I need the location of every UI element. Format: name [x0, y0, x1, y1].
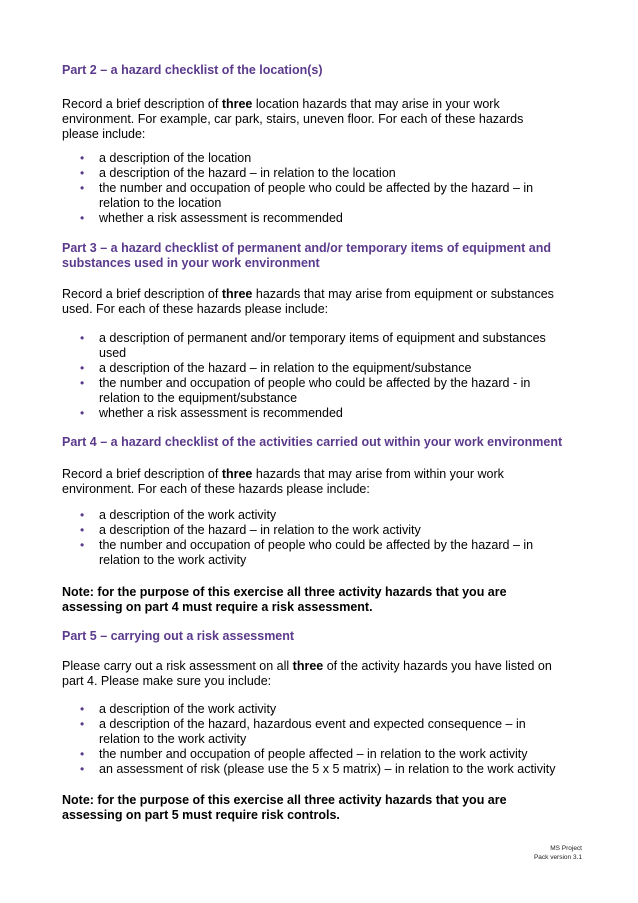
part2-section	[62, 63, 323, 78]
list-item: • the number and occupation of people who could be affected by the hazard – in relation to the work activity	[80, 538, 534, 567]
list-item: • a description of the hazard – in relation to the location	[80, 166, 396, 180]
part4-note: Note: for the purpose of this exercise all three activity hazards that you are assessing on part 4 must require a risk assessment.	[62, 585, 507, 614]
footer-version-label: Pack version 3.1	[533, 853, 582, 861]
bullet-icon: •	[80, 406, 85, 420]
page-footer	[534, 845, 582, 862]
part4-section	[62, 435, 592, 450]
part2-intro: Record a brief description of three location hazards that may arise in your work environment. For example, car park, stairs, uneven floor. For each of these hazards please include:	[62, 97, 524, 141]
bullet-icon: •	[80, 331, 85, 345]
list-item: • the number and occupation of people affected – in relation to the work activity	[80, 747, 528, 761]
list-item: • the number and occupation of people who could be affected by the hazard - in relation to the equipment/substance	[80, 376, 531, 405]
bullet-icon: •	[80, 523, 85, 537]
list-item: • the number and occupation of people who could be affected by the hazard – in relation to the location	[80, 181, 534, 210]
list-item: • a description of the hazard – in relation to the equipment/substance	[80, 361, 472, 375]
part3-heading-cont: substances used in your work environment	[62, 256, 320, 270]
bullet-icon: •	[80, 717, 85, 731]
bullet-icon: •	[80, 151, 85, 165]
list-item: • a description of the location	[80, 151, 252, 165]
part2-bullet-list	[62, 151, 582, 226]
part4-heading: Part 4 – a hazard checklist of the activities carried out within your work environment	[62, 435, 563, 449]
part5-intro: Please carry out a risk assessment on all three of the activity hazards you have listed on part 4. Please make sure you include:	[62, 659, 552, 688]
part4-bullet-list	[62, 508, 582, 568]
list-item: • a description of the work activity	[80, 508, 277, 522]
part5-note: Note: for the purpose of this exercise all three activity hazards that you are assessing on part 5 must require risk controls.	[62, 793, 507, 822]
list-item: • a description of the work activity	[80, 702, 277, 716]
part2-heading: Part 2 – a hazard checklist of the location(s)	[62, 63, 323, 77]
list-item: • a description of the hazard, hazardous event and expected consequence – in relation to the work activity	[80, 717, 526, 746]
part3-heading: Part 3 – a hazard checklist of permanent and/or temporary items of equipment and	[62, 241, 552, 255]
part3-section	[62, 241, 582, 271]
list-item: • a description of the hazard – in relation to the work activity	[80, 523, 421, 537]
footer-project-label: MS Project	[550, 845, 582, 852]
bullet-icon: •	[80, 166, 85, 180]
part5-section	[62, 629, 294, 644]
bullet-icon: •	[80, 181, 85, 195]
list-item: • an assessment of risk (please use the 5 x 5 matrix) – in relation to the work activity	[80, 762, 556, 776]
bullet-icon: •	[80, 376, 85, 390]
part5-bullet-list	[62, 702, 592, 777]
list-item: • a description of permanent and/or temporary items of equipment and substances used	[80, 331, 546, 360]
part4-intro: Record a brief description of three hazards that may arise from within your work environment. For each of these hazards please include:	[62, 467, 504, 496]
bullet-icon: •	[80, 211, 85, 225]
part5-heading: Part 5 – carrying out a risk assessment	[62, 629, 295, 643]
bullet-icon: •	[80, 747, 85, 761]
bullet-icon: •	[80, 538, 85, 552]
part3-bullet-list	[62, 331, 582, 421]
bullet-icon: •	[80, 508, 85, 522]
bullet-icon: •	[80, 762, 85, 776]
part3-intro: Record a brief description of three hazards that may arise from equipment or substances used. For each of these hazards please include:	[62, 287, 554, 316]
list-item: • whether a risk assessment is recommended	[80, 211, 343, 225]
bullet-icon: •	[80, 361, 85, 375]
list-item: • whether a risk assessment is recommended	[80, 406, 343, 420]
bullet-icon: •	[80, 702, 85, 716]
